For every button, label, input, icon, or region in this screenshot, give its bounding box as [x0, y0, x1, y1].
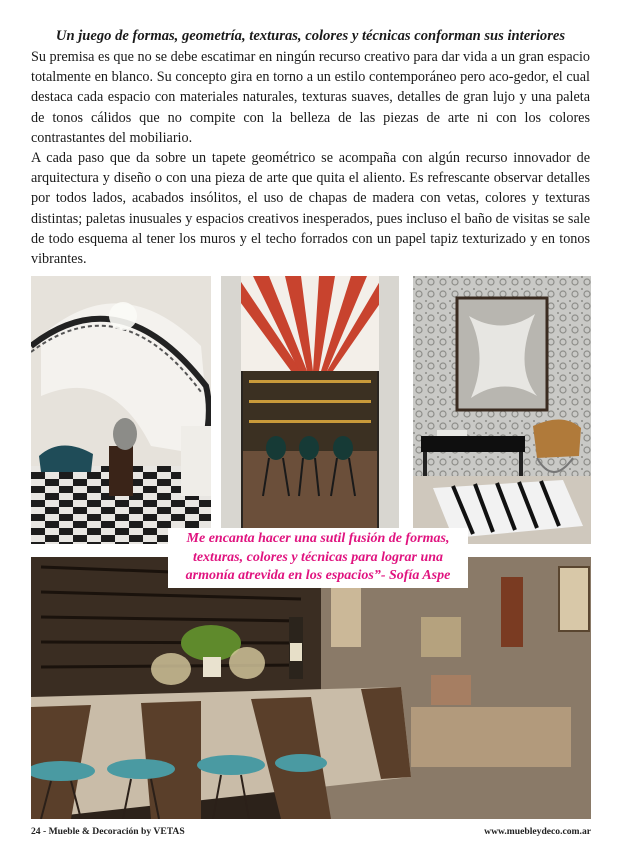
footer-website-link[interactable]: www.muebleydeco.com.ar	[484, 826, 591, 837]
paragraph-1: Su premisa es que no se debe escatimar en ningún recurso creativo para dar vida a un gran espacio totalmente en blanco. Su concepto gira en torno a un estilo contemporáneo pero aco-gedor, el cual destaca cada espacio con materiales naturales, texturas suaves, detalles de gran lujo y una paleta de tonos cálidos que no compite con la belleza de las piezas de arte ni con los colores contrastantes del mobiliario.	[31, 49, 590, 146]
paragraph-2: A cada paso que da sobre un tapete geométrico se acompaña con algún recurso innovador de arquitectura y diseño o con una pieza de arte que quita el aliento. Es refrescante observar detalles por todos lados, acabados insólitos, el uso de chapas de madera con vetas, colores y texturas distintas; paletas inusuales y espacios creativos inesperados, pues incluso el baño de visitas se sale de todo esquema al tener los muros y el techo forrados con un papel tapiz texturizado y en tonos vibrantes.	[31, 150, 590, 268]
pull-quote-line-3: armonía atrevida en los espacios”- Sofía Aspe	[185, 568, 451, 583]
photo-wine-cellar	[31, 557, 591, 819]
pull-quote-line-1: Me encanta hacer una sutil fusión de formas,	[186, 531, 450, 546]
pull-quote-line-2: texturas, colores y técnicas para lograr una	[192, 549, 444, 565]
pull-quote	[168, 528, 468, 588]
photo-striped-bar	[221, 276, 399, 544]
article-body	[31, 47, 590, 269]
photo-artwork-lounge	[413, 276, 591, 544]
article-subtitle: Un juego de formas, geometría, texturas, colores y técnicas conforman sus interiores	[55, 28, 566, 44]
photo-spiral-staircase	[31, 276, 211, 544]
footer-page-info: 24 - Mueble & Decoración by VETAS	[31, 826, 185, 837]
